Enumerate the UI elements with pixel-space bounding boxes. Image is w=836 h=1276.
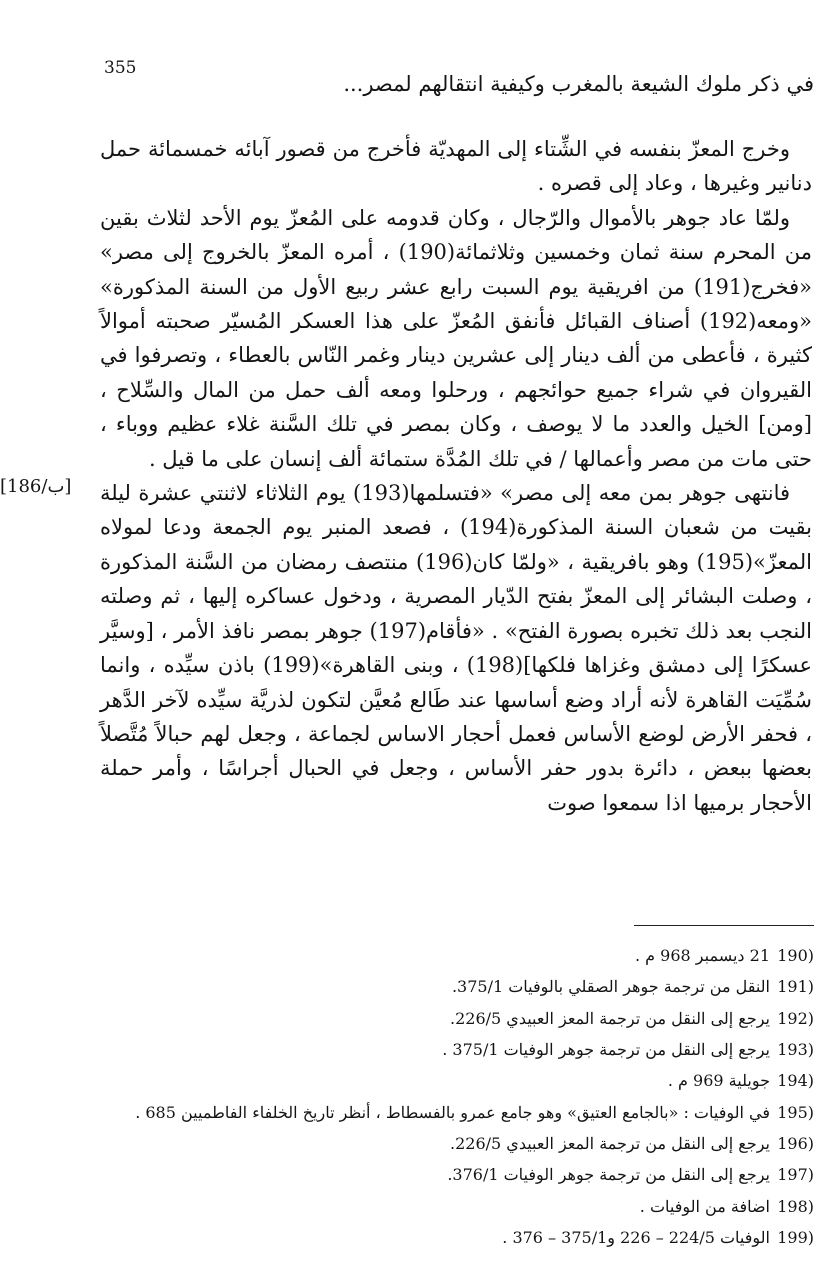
paragraph: فانتهى جوهر بمن معه إلى مصر» «فتسلمها(193) يوم الثلاثاء لاثنتي عشرة ليلة بقيت من شعبان السنة المذكورة(194) ، فصعد المنبر يوم الجمعة ودعا لمولاه المعزّ»(195) وهو بافريقية ، «ولمّا كان(196) منتصف رمضان من السَّنة المذكورة ، وصلت البشائر إلى المعزّ بفتح الدّيار المصرية ، ودخول عساكره إليها ، ثم وصلته النجب بعد ذلك تخبره بصورة الفتح» . «فأقام(197) جوهر بمصر نافذ الأمر ، [وسيَّر عسكرًا إلى دمشق وغزاها فلكها](198) ، وبنى القاهرة»(199) باذن سيِّده ، وانما سُمِّيَت القاهرة لأنه أراد وضع أساسها عند طَالع مُعيَّن لتكون لذريَّة سيِّده لآخر الدَّهر ، فحفر الأرض لوضع الأساس فعمل أحجار الاساس لجماعة ، وجعل لهم حبالاً مُتَّصلاً بعضها ببعض ، دائرة بدور حفر الأساس ، وجعل في الحبال أجراسًا ، وأمر حملة الأحجار برميها اذا سمعوا صوت [100, 481, 813, 815]
footnote [114, 971, 814, 1002]
manuscript-folio-note: [186/ب] [0, 476, 72, 497]
footnote-text: في الوفيات : «بالجامع العتيق» وهو جامع عمرو بالفسطاط ، أنظر تاريخ الخلفاء الفاطميين 685 . [135, 1102, 770, 1122]
footnote [114, 1096, 814, 1127]
footnote [114, 940, 814, 971]
paragraph: ولمّا عاد جوهر بالأموال والرّجال ، وكان قدومه على المُعزّ يوم الأحد لثلاث بقين من المحرم سنة ثمان وخمسين وثلاثمائة(190) ، أمره المعزّ بالخروج إلى مصر» «فخرج(191) من افريقية يوم السبت رابع عشر ربيع الأول من السنة المذكورة» «ومعه(192) أصناف القبائل فأنفق المُعزّ على هذا العسكر المُسيّر صحبته أموالاً كثيرة ، فأعطى من ألف دينار إلى عشرين دينار وغمر النّاس بالعطاء ، وتصرفوا في القيروان في شراء جميع حوائجهم ، ورحلوا ومعه ألف حمل من المال والسِّلاح ، [ومن] الخيل والعدد ما لا يوصف ، وكان بمصر في تلك السَّنة غلاء عظيم ووباء ، حتى مات من مصر وأعمالها / في تلك المُدَّة ستمائة ألف إنسان على ما قيل . [100, 205, 812, 471]
footnote-text: يرجع إلى النقل من ترجمة المعز العبيدي 226/5. [450, 1133, 770, 1153]
footnote-separator [634, 925, 814, 926]
footnote-number: (191 [777, 977, 814, 997]
footnote [114, 1065, 814, 1096]
footnote-text: اضافة من الوفيات . [639, 1196, 770, 1216]
footnote [114, 1159, 814, 1190]
footnote-text: النقل من ترجمة جوهر الصقلي بالوفيات 375/1. [451, 977, 770, 997]
footnote-number: (192 [777, 1008, 814, 1028]
footnote-number: (194 [777, 1071, 814, 1091]
page-header [0, 58, 836, 98]
footnote-text: يرجع إلى النقل من ترجمة المعز العبيدي 226/5. [450, 1008, 770, 1028]
footnote-number: (197 [777, 1165, 814, 1185]
running-title: في ذكر ملوك الشيعة بالمغرب وكيفية انتقالهم لمصر... [343, 72, 814, 96]
footnote-number: (195 [777, 1102, 814, 1122]
footnote-number: (196 [777, 1133, 814, 1153]
main-text [100, 132, 812, 820]
footnote [114, 1190, 814, 1221]
footnote-number: (199 [777, 1227, 814, 1247]
footnote [114, 1003, 814, 1034]
footnote-text: الوفيات 224/5 – 226 و375/1 – 376 . [502, 1227, 770, 1247]
footnote-number: (193 [777, 1040, 814, 1060]
footnote [114, 1128, 814, 1159]
footnote-number: (190 [777, 946, 814, 966]
footnote-number: (198 [777, 1196, 814, 1216]
footnote [114, 1034, 814, 1065]
footnotes-list [114, 940, 814, 1253]
footnote [114, 1222, 814, 1253]
page-number: 355 [104, 58, 137, 78]
footnote-text: يرجع إلى النقل من ترجمة جوهر الوفيات 376/1. [447, 1165, 770, 1185]
footnote-text: يرجع إلى النقل من ترجمة جوهر الوفيات 375/1 . [442, 1040, 770, 1060]
footnote-text: جويلية 969 م . [667, 1071, 770, 1091]
paragraph: وخرج المعزّ بنفسه في الشِّتاء إلى المهديّة فأخرج من قصور آبائه خمسمائة حمل دنانير وغيرها ، وعاد إلى قصره . [100, 137, 812, 196]
footnote-text: 21 ديسمبر 968 م . [634, 946, 770, 966]
